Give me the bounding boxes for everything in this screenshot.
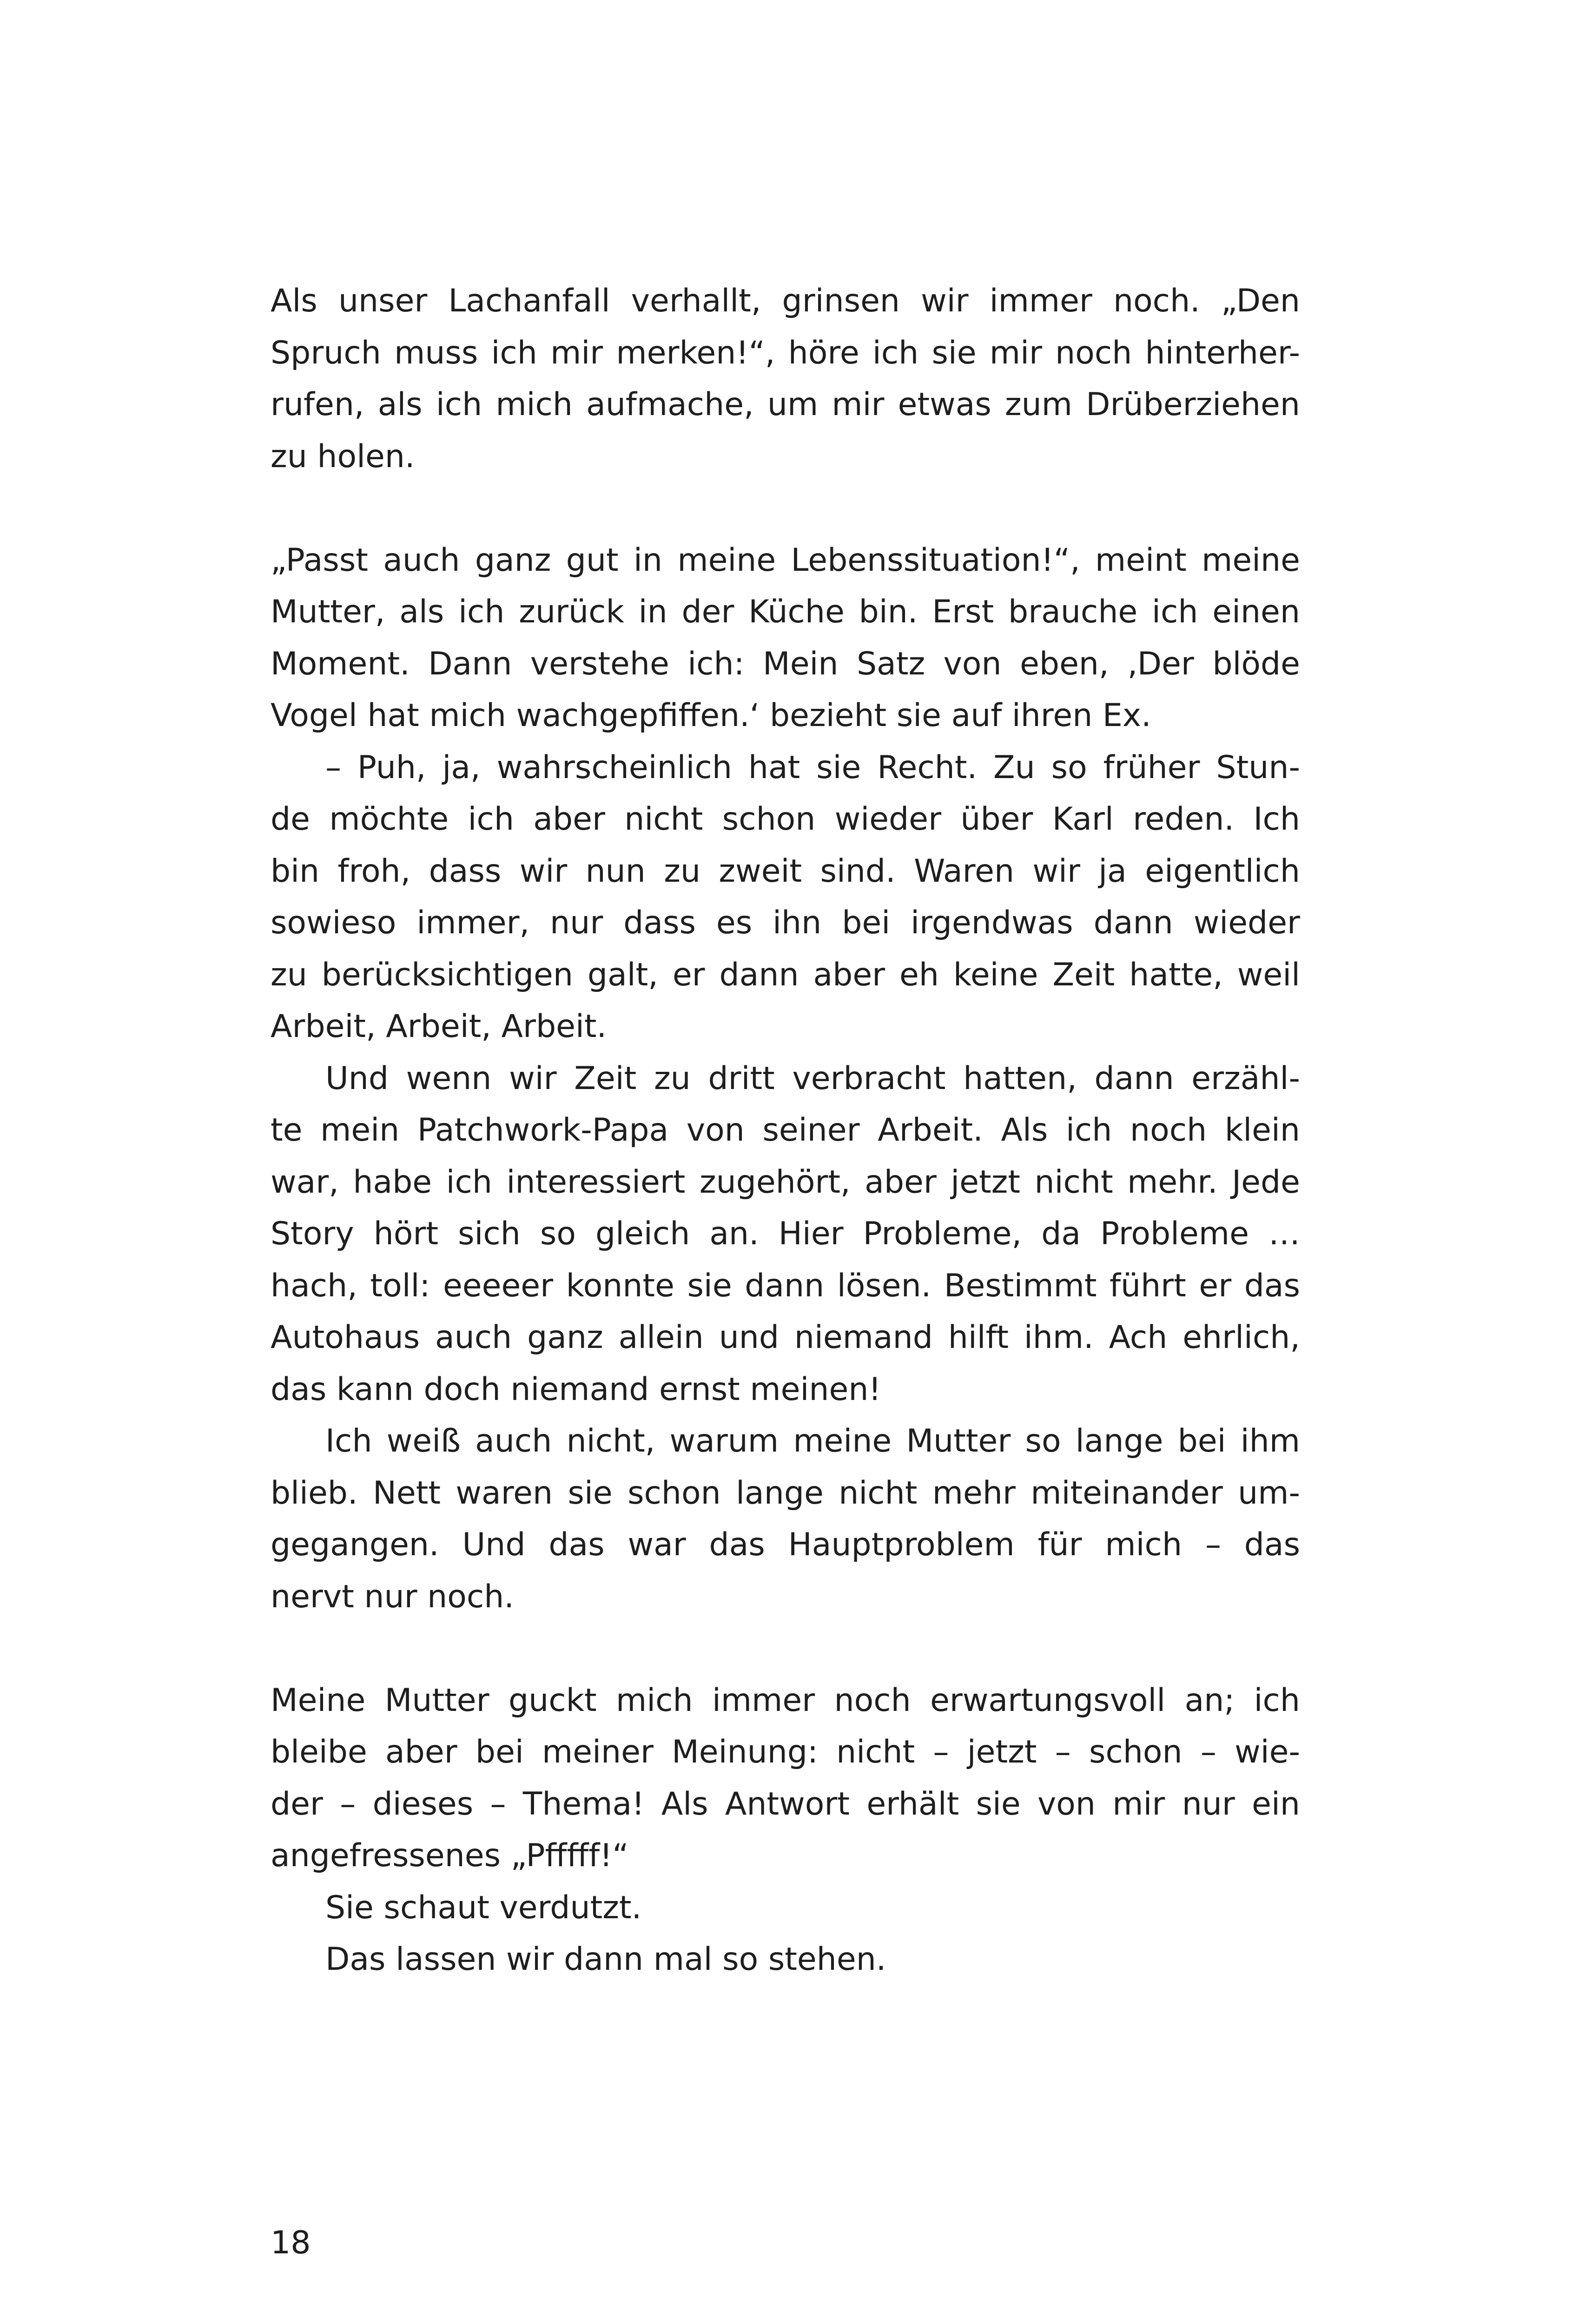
text-line: „Passt auch ganz gut in meine Lebenssituation!“, meint meine [271, 541, 1300, 579]
text-line: Spruch muss ich mir merken!“, höre ich sie mir noch hinterher- [271, 334, 1300, 371]
text-line: Autohaus auch ganz allein und niemand hilft ihm. Ach ehrlich, [271, 1319, 1300, 1356]
text-line: Als unser Lachanfall verhallt, grinsen wir immer noch. „Den [271, 283, 1300, 319]
text-line: zu berücksichtigen galt, er dann aber eh keine Zeit hatte, weil [271, 956, 1300, 993]
text-line: Mutter, als ich zurück in der Küche bin. Erst brauche ich einen [271, 594, 1300, 630]
body-text [271, 275, 1300, 1986]
text-line: Sie schaut verdutzt. [325, 1889, 642, 1926]
text-line: das kann doch niemand ernst meinen! [271, 1371, 881, 1408]
text-line: hach, toll: eeeeer konnte sie dann lösen. Bestimmt führt er das [271, 1267, 1300, 1304]
text-line: blieb. Nett waren sie schon lange nicht mehr miteinander um- [271, 1474, 1300, 1512]
page-number: 18 [271, 2225, 311, 2261]
text-line: Und wenn wir Zeit zu dritt verbracht hatten, dann erzähl- [325, 1060, 1300, 1097]
text-line: der – dieses – Thema! Als Antwort erhält sie von mir nur ein [271, 1785, 1300, 1822]
text-line: war, habe ich interessiert zugehört, aber jetzt nicht mehr. Jede [271, 1163, 1300, 1201]
text-line: zu holen. [271, 438, 415, 475]
text-line: de möchte ich aber nicht schon wieder über Karl reden. Ich [271, 801, 1300, 838]
text-line: Moment. Dann verstehe ich: Mein Satz von eben, ‚Der blöde [271, 645, 1300, 682]
text-line: rufen, als ich mich aufmache, um mir etwas zum Drüberziehen [271, 386, 1300, 423]
text-line: Ich weiß auch nicht, warum meine Mutter so lange bei ihm [325, 1423, 1300, 1459]
text-line: bleibe aber bei meiner Meinung: nicht – jetzt – schon – wie- [271, 1734, 1300, 1770]
text-line: angefressenes „Pfffff!“ [271, 1837, 629, 1874]
text-line: te mein Patchwork-Papa von seiner Arbeit. Als ich noch klein [271, 1112, 1300, 1149]
text-line: gegangen. Und das war das Hauptproblem für mich – das [271, 1526, 1300, 1563]
text-line: Vogel hat mich wachgepfiffen.‘ bezieht sie auf ihren Ex. [271, 697, 1151, 734]
text-line: Meine Mutter guckt mich immer noch erwartungsvoll an; ich [271, 1682, 1300, 1719]
text-line: Story hört sich so gleich an. Hier Probleme, da Probleme … [271, 1215, 1300, 1252]
text-line: nervt nur noch. [271, 1578, 514, 1615]
text-line: Das lassen wir dann mal so stehen. [325, 1941, 886, 1978]
text-line: Arbeit, Arbeit, Arbeit. [271, 1008, 607, 1045]
text-line: bin froh, dass wir nun zu zweit sind. Waren wir ja eigentlich [271, 852, 1300, 890]
text-line: – Puh, ja, wahrscheinlich hat sie Recht. Zu so früher Stun- [325, 749, 1300, 786]
text-line: sowieso immer, nur dass es ihn bei irgendwas dann wieder [271, 905, 1300, 941]
